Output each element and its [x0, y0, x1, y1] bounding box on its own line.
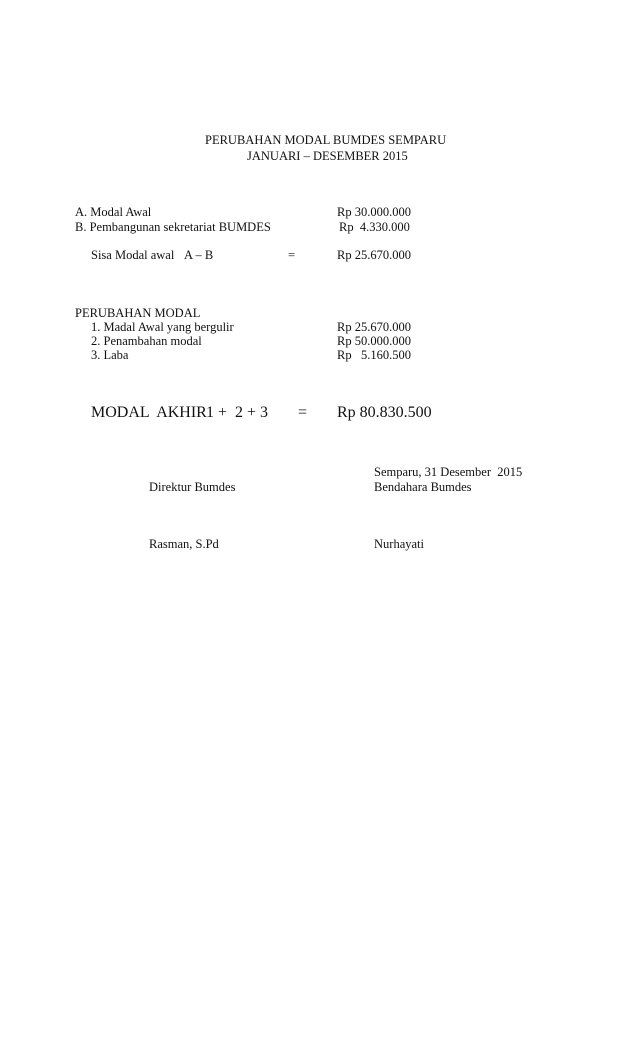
bendahara-title: Bendahara Bumdes: [374, 480, 472, 494]
perubahan-heading: PERUBAHAN MODAL: [75, 306, 201, 320]
perubahan-item-value: Rp 50.000.000: [337, 334, 411, 348]
modal-awal-value: Rp 30.000.000: [337, 205, 411, 219]
sisa-modal-equals: =: [288, 248, 296, 262]
modal-akhir-label: MODAL AKHIR: [91, 404, 207, 421]
signature-place-date: Semparu, 31 Desember 2015: [374, 465, 523, 479]
sisa-modal-value: Rp 25.670.000: [337, 248, 411, 262]
direktur-title: Direktur Bumdes: [149, 480, 236, 494]
modal-akhir-equals: =: [298, 404, 308, 421]
perubahan-item-label: 1. Madal Awal yang bergulir: [91, 320, 234, 334]
modal-akhir-formula: 1 + 2 + 3: [206, 404, 269, 421]
pembangunan-value: Rp 4.330.000: [339, 220, 410, 234]
sisa-modal-formula: A – B: [184, 248, 214, 262]
pembangunan-label: B. Pembangunan sekretariat BUMDES: [75, 220, 271, 234]
perubahan-item-label: 2. Penambahan modal: [91, 334, 202, 348]
modal-awal-label: A. Modal Awal: [75, 205, 152, 219]
direktur-name: Rasman, S.Pd: [149, 537, 219, 551]
sisa-modal-label: Sisa Modal awal: [91, 248, 175, 262]
report-period: JANUARI – DESEMBER 2015: [247, 149, 408, 163]
report-title: PERUBAHAN MODAL BUMDES SEMPARU: [205, 133, 447, 147]
bendahara-name: Nurhayati: [374, 537, 424, 551]
perubahan-item-label: 3. Laba: [91, 348, 129, 362]
perubahan-item-value: Rp 25.670.000: [337, 320, 411, 334]
perubahan-item-value: Rp 5.160.500: [337, 348, 411, 362]
modal-akhir-value: Rp 80.830.500: [337, 404, 432, 421]
